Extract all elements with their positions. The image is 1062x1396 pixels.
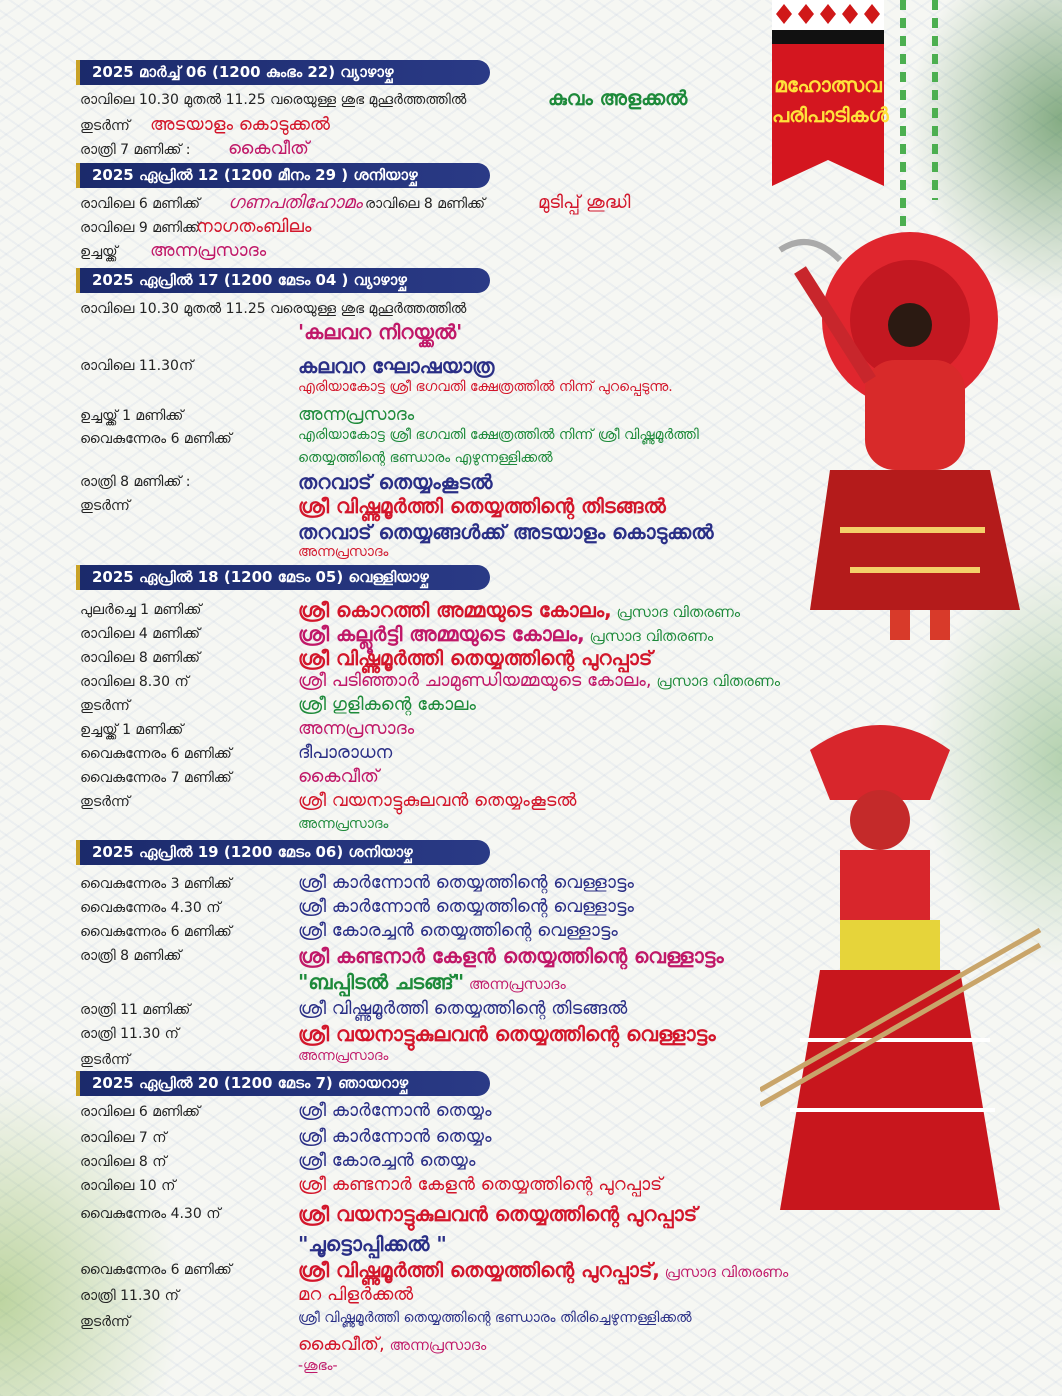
event-text: -ശുഭം- [298, 1358, 338, 1374]
time-label: രാവിലെ 6 മണിക്ക് [80, 1104, 201, 1120]
time-label: വൈകുന്നേരം 6 മണിക്ക് [80, 431, 232, 447]
event-text: ശ്രീ കോരച്ചൻ തെയ്യത്തിന്റെ വെള്ളാട്ടം [298, 920, 618, 941]
event-text: കുവം അളക്കൽ [548, 86, 688, 110]
event-text: ശ്രീ വിഷ്ണുമൂർത്തി തെയ്യത്തിന്റെ പുറപ്പാട്, പ്രസാദ വിതരണം [298, 1258, 789, 1282]
time-label: രാവിലെ 8 മണിക്ക് [365, 196, 486, 212]
event-extra: പ്രസാദ വിതരണം [659, 1263, 789, 1281]
time-label: ഉച്ചയ്ക്ക് 1 മണിക്ക് [80, 408, 184, 424]
event-text: ശ്രീ വിഷ്ണുമൂർത്തി തെയ്യത്തിന്റെ ഭണ്ഡാരം തിരിച്ചെഴുന്നള്ളിക്കൽ [298, 1310, 692, 1326]
event-text: കൈവീത് [228, 138, 309, 159]
banner-line-1: മഹോത്സവ [774, 73, 882, 97]
event-text: അന്നപ്രസാദം [298, 404, 415, 425]
event-extra: അന്നപ്രസാദം [464, 975, 566, 993]
event-extra: പ്രസാദ വിതരണം [611, 603, 741, 621]
event-text: ശ്രീ ഗുളികന്റെ കോലം [298, 694, 476, 715]
date-header: 2025 ഏപ്രിൽ 12 (1200 മീനം 29 ) ശനിയാഴ്ച [76, 163, 490, 188]
time-label: വൈകുന്നേരം 3 മണിക്ക് [80, 876, 232, 892]
time-label: രാത്രി 11.30 ന് [80, 1288, 179, 1304]
event-text: ശ്രീ വിഷ്ണുമൂർത്തി തെയ്യത്തിന്റെ പുറപ്പാട് [298, 646, 653, 670]
time-label: തുടർന്ന് [80, 1314, 130, 1330]
time-label: പുലർച്ചെ 1 മണിക്ക് [80, 602, 202, 618]
event-text: നാഗതംബിലം [196, 216, 312, 237]
time-label: രാവിലെ 4 മണിക്ക് [80, 626, 201, 642]
time-label: തുടർന്ന് [80, 794, 130, 810]
event-text: അന്നപ്രസാദം [298, 718, 415, 739]
event-text: "ചൂട്ടൊപ്പിക്കൽ " [298, 1232, 447, 1256]
event-text: ശ്രീ കല്ലൂർട്ടി അമ്മയുടെ കോലം, പ്രസാദ വിതരണം [298, 622, 714, 646]
event-text: ശ്രീ വിഷ്ണുമൂർത്തി തെയ്യത്തിന്റെ തിടങ്ങൽ [298, 494, 666, 518]
event-extra: പ്രസാദ വിതരണം [584, 627, 714, 645]
event-text: മറ പിളർക്കൽ [298, 1284, 414, 1305]
event-text: തെയ്യത്തിന്റെ ഭണ്ഡാരം എഴുന്നള്ളിക്കൽ [298, 450, 553, 466]
event-text: ശ്രീ കാർന്നോൻ തെയ്യം [298, 1100, 492, 1121]
event-text: ശ്രീ കാർന്നോൻ തെയ്യം [298, 1126, 492, 1147]
event-text: ശ്രീ വിഷ്ണുമൂർത്തി തെയ്യത്തിന്റെ തിടങ്ങൽ [298, 998, 628, 1019]
event-text: മുടിപ്പ് ശുദ്ധി [538, 192, 631, 213]
event-text: കൈവീത് [298, 766, 379, 787]
time-label: രാത്രി 7 മണിക്ക് : [80, 142, 191, 158]
time-label: രാവിലെ 6 മണിക്ക് [80, 196, 201, 212]
event-text: കൈവീത്, അന്നപ്രസാദം [298, 1334, 487, 1355]
event-text: അന്നപ്രസാദം [298, 816, 389, 832]
time-label: രാവിലെ 10.30 മുതൽ 11.25 വരെയുള്ള ശുഭ മുഹൂർത്തത്തിൽ [80, 92, 467, 108]
time-label: രാവിലെ 10.30 മുതൽ 11.25 വരെയുള്ള ശുഭ മുഹൂർത്തത്തിൽ [80, 301, 467, 317]
time-label: തുടർന്ന് [80, 498, 130, 514]
time-label: ഉച്ചയ്ക്ക് [80, 244, 118, 260]
time-label: തുടർന്ന് [80, 1052, 130, 1068]
event-text: ശ്രീ കണ്ടനാർ കേളൻ തെയ്യത്തിന്റെ വെള്ളാട്ടം [298, 944, 724, 968]
time-label: ഉച്ചയ്ക്ക് 1 മണിക്ക് [80, 722, 184, 738]
time-label: രാവിലെ 8 ന് [80, 1154, 167, 1170]
event-text: ശ്രീ വയനാട്ടുകുലവൻ തെയ്യംകൂടൽ [298, 790, 577, 811]
event-text: തറവാട് തെയ്യങ്ങൾക്ക് അടയാളം കൊടുക്കൽ [298, 520, 714, 544]
event-text: എരിയാകോട്ട ശ്രീ ഭഗവതി ക്ഷേത്രത്തിൽ നിന്ന് ശ്രീ വിഷ്ണുമൂർത്തി [298, 427, 699, 443]
time-label: രാവിലെ 10 ന് [80, 1178, 176, 1194]
time-label: രാവിലെ 7 ന് [80, 1130, 167, 1146]
time-label: വൈകുന്നേരം 7 മണിക്ക് [80, 770, 232, 786]
time-label: രാത്രി 11.30 ന് [80, 1026, 179, 1042]
event-text: അന്നപ്രസാദം [298, 1048, 389, 1064]
event-text: ശ്രീ കോരച്ചൻ തെയ്യം [298, 1150, 476, 1171]
event-text: ഗണപതിഹോമം [228, 192, 363, 213]
event-text: ശ്രീ കാർന്നോൻ തെയ്യത്തിന്റെ വെള്ളാട്ടം [298, 872, 634, 893]
event-text: ശ്രീ വയനാട്ടുകുലവൻ തെയ്യത്തിന്റെ വെള്ളാട്ടം [298, 1022, 716, 1046]
time-label: വൈകുന്നേരം 4.30 ന് [80, 900, 221, 916]
event-text: അടയാളം കൊടുക്കൽ [150, 114, 330, 135]
date-header: 2025 ഏപ്രിൽ 18 (1200 മേടം 05) വെള്ളിയാഴ്ച [76, 565, 490, 590]
event-text: അന്നപ്രസാദം [298, 544, 389, 560]
time-label: വൈകുന്നേരം 6 മണിക്ക് [80, 1262, 232, 1278]
banner-line-2: പരിപാടികൾ [772, 103, 889, 127]
event-text: ശ്രീ പടിഞ്ഞാർ ചാമുണ്ഡിയമ്മയുടെ കോലം, പ്രസാദ വിതരണം [298, 670, 780, 691]
event-extra: അന്നപ്രസാദം [384, 1336, 487, 1354]
event-text: ശ്രീ വയനാട്ടുകുലവൻ തെയ്യത്തിന്റെ പുറപ്പാട് [298, 1202, 698, 1226]
event-text: ശ്രീ കാർന്നോൻ തെയ്യത്തിന്റെ വെള്ളാട്ടം [298, 896, 634, 917]
event-text: ശ്രീ കൊറത്തി അമ്മയുടെ കോലം, പ്രസാദ വിതരണം [298, 598, 741, 622]
event-text: കലവറ ഘോഷയാത്ര [298, 354, 495, 378]
event-text: ദീപാരാധന [298, 742, 393, 763]
time-label: വൈകുന്നേരം 6 മണിക്ക് [80, 924, 232, 940]
time-label: വൈകുന്നേരം 4.30 ന് [80, 1206, 221, 1222]
event-text: അന്നപ്രസാദം [150, 240, 267, 261]
date-header: 2025 ഏപ്രിൽ 20 (1200 മേടം 7) ഞായറാഴ്ച [76, 1071, 490, 1096]
time-label: രാവിലെ 11.30ന് [80, 358, 194, 374]
event-text: ശ്രീ കണ്ടനാർ കേളൻ തെയ്യത്തിന്റെ പുറപ്പാട് [298, 1174, 663, 1195]
date-header: 2025 ഏപ്രിൽ 17 (1200 മേടം 04 ) വ്യാഴാഴ്ച [76, 268, 490, 293]
time-label: രാത്രി 11 മണിക്ക് [80, 1002, 191, 1018]
event-text: തറവാട് തെയ്യംകൂടൽ [298, 470, 493, 494]
time-label: രാവിലെ 8.30 ന് [80, 674, 189, 690]
event-text: 'കലവറ നിറയ്ക്കൽ' [298, 320, 463, 344]
time-label: രാത്രി 8 മണിക്ക് [80, 948, 182, 964]
event-extra: പ്രസാദ വിതരണം [651, 672, 780, 690]
date-header: 2025 ഏപ്രിൽ 19 (1200 മേടം 06) ശനിയാഴ്ച [76, 840, 490, 865]
event-text: "ബപ്പിടൽ ചടങ്ങ്" അന്നപ്രസാദം [298, 970, 566, 994]
time-label: തുടർന്ന് [80, 118, 130, 134]
event-text: എരിയാകോട്ട ശ്രീ ഭഗവതി ക്ഷേത്രത്തിൽ നിന്ന് പുറപ്പെടുന്നു. [298, 379, 673, 395]
time-label: രാവിലെ 8 മണിക്ക് [80, 650, 201, 666]
date-header: 2025 മാർച്ച് 06 (1200 കുംഭം 22) വ്യാഴാഴ്ച [76, 60, 490, 85]
time-label: തുടർന്ന് [80, 698, 130, 714]
time-label: രാവിലെ 9 മണിക്ക് [80, 220, 201, 236]
time-label: രാത്രി 8 മണിക്ക് : [80, 474, 191, 490]
time-label: വൈകുന്നേരം 6 മണിക്ക് [80, 746, 232, 762]
